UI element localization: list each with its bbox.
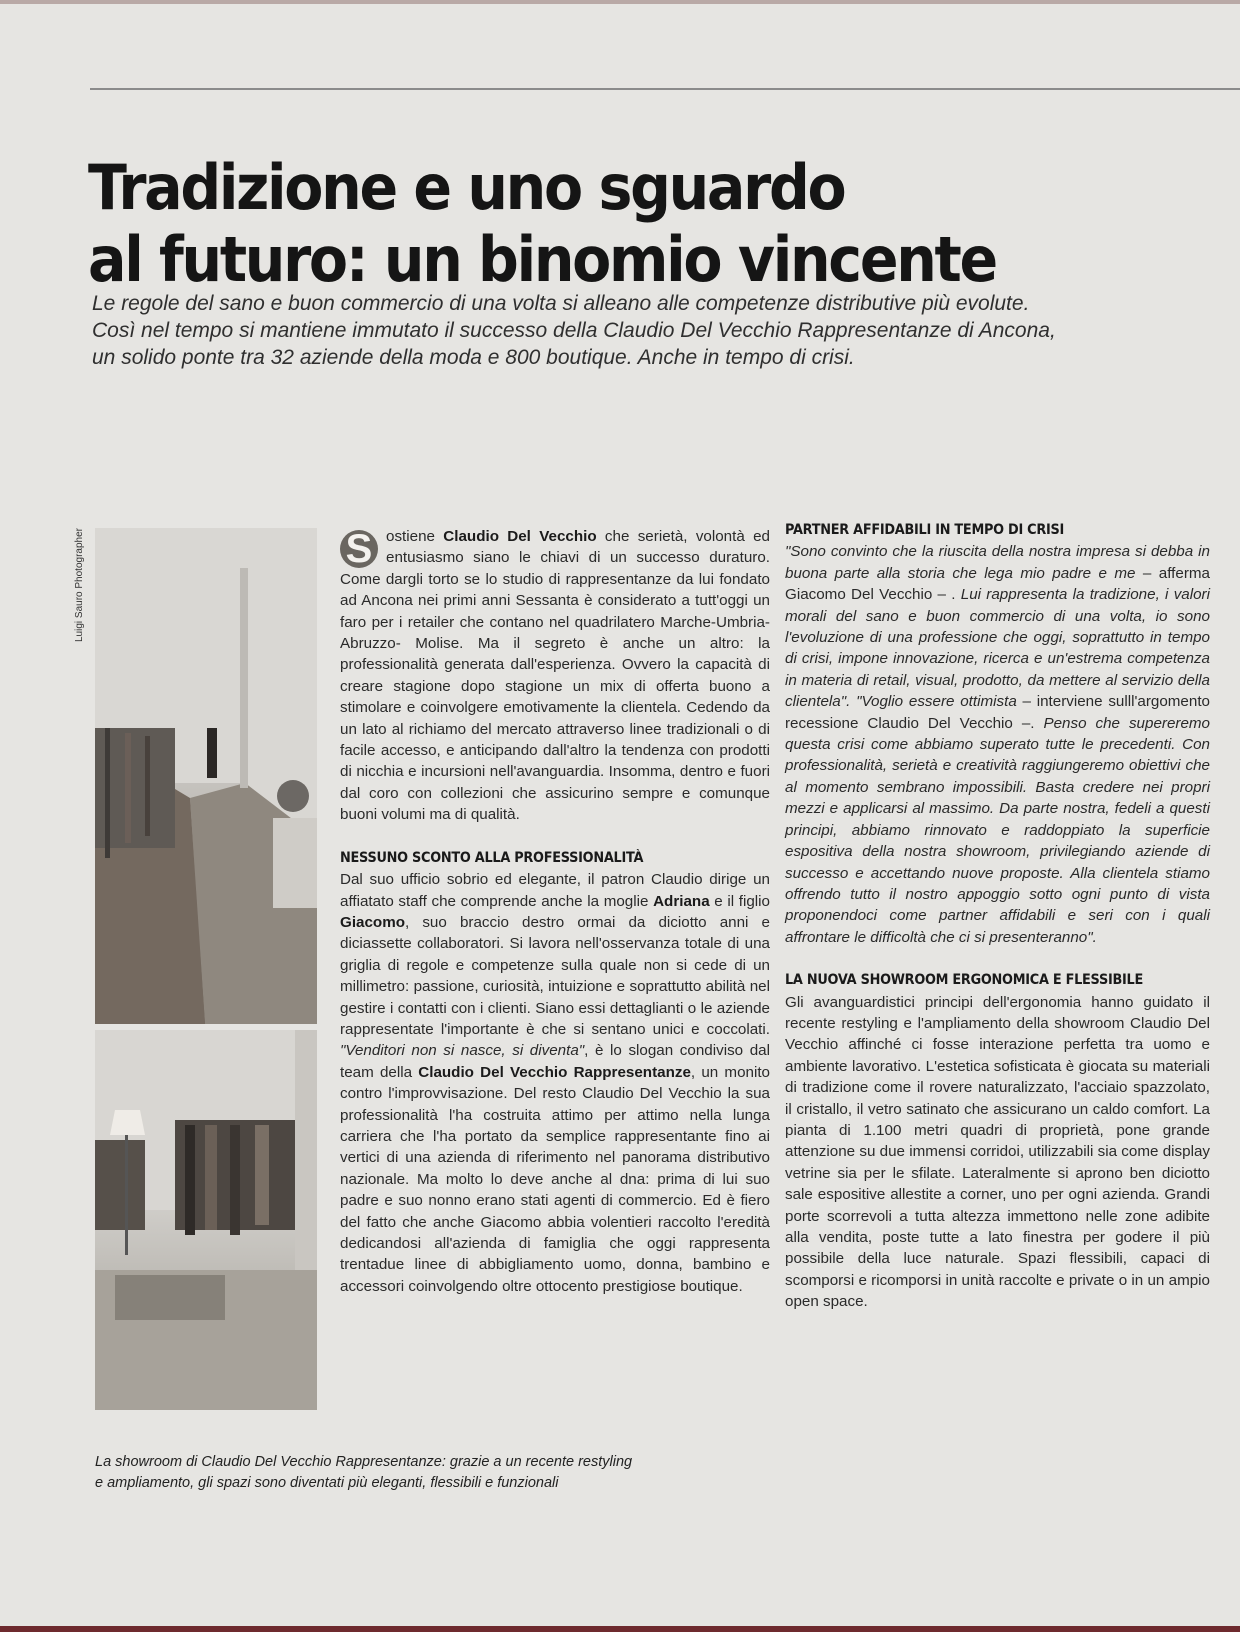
deck-line-1: Le regole del sano e buon commercio di una volta si alleano alle competenze distributive più evolute. [92, 292, 1030, 315]
subheading-showroom: LA NUOVA SHOWROOM ERGONOMICA E FLESSIBILE [785, 972, 1144, 989]
subheading-professionalita: NESSUNO SCONTO ALLA PROFESSIONALITÀ [340, 849, 644, 866]
column-right [785, 520, 1210, 1313]
staff-text-g: , è lo slogan condiviso dal team della [340, 1042, 770, 1081]
caption-line-1: La showroom di Claudio Del Vecchio Rappresentanze: grazie a un recente restyling [95, 1454, 633, 1470]
staff-name-adriana: Adriana [653, 892, 710, 910]
subheading-partner: PARTNER AFFIDABILI IN TEMPO DI CRISI [785, 522, 1065, 538]
page-bottom-edge [0, 1626, 1240, 1632]
room-photo-illustration [95, 1030, 317, 1410]
photo-caption [95, 1452, 715, 1494]
column-middle [340, 526, 770, 1297]
intro-paragraph [340, 526, 770, 826]
caption-line-2: e ampliamento, gli spazi sono diventati più eleganti, flessibili e funzionali [95, 1475, 559, 1491]
staff-text-c: e il figlio [709, 892, 770, 910]
headline [88, 152, 1082, 296]
deck-line-3: un solido ponte tra 32 aziende della moda e 800 boutique. Anche in tempo di crisi. [92, 346, 855, 369]
showroom-paragraph: Gli avanguardistici principi dell'ergonomia hanno guidato il recente restyling e l'ampliamento della showroom Claudio Del Vecchio affinché ci fosse interazione perfetta tra uomo e ambiente lavorativo. L'estetica sofisticata è giocata su materiali di tradizione come il rovere naturalizzato, l'acciaio spazzolato, il cristallo, il vetro satinato che assicurano un caldo comfort. La pianta di 1.100 metri quadri di proprietà, pone grande attenzione su due immensi corridoi, utilizzabili sia come display vetrine sia per le sfilate. Lateralmente si aprono ben diciotto sale espositive allestite a corner, uno per ogni azienda. Grandi porte scorrevoli a tutta altezza immettono nelle zone adibite alla vendita, poste tutte a lato finestra per godere il più possibile della luce naturale. Spazi flessibili, capaci di scomporsi e ricomporsi in unità raccolte e private o in un ampio open space. [785, 993, 1210, 1311]
drop-cap: S [340, 530, 378, 568]
photo-credit: Luigi Sauro Photographer [74, 528, 85, 642]
partner-paragraph [785, 541, 1210, 948]
showroom-room-photo [95, 1030, 317, 1410]
showroom-corridor-photo [95, 528, 317, 1024]
partner-attribution-claudio: – interviene sulll'argomento recessione Claudio Del Vecchio –. [785, 693, 1210, 732]
deck [92, 290, 1142, 371]
intro-text-a: ostiene [386, 528, 444, 545]
staff-text-i: , un monito contro l'improvvisazione. Del resto Claudio Del Vecchio la sua professionalità l'ha costruita attimo per attimo nella lunga carriera che l'ha portato da semplice rappresentante fino ai vertici di una azienda di riferimento nel panorama distributivo nazionale. Ma molto lo deve anche al dna: prima di lui suo padre e suo nonno erano stati agenti di commercio. Ed è fiero del fatto che anche Giacomo abbia volentieri raccolto l'eredità dedicandosi all'azienda di famiglia che oggi rappresenta trentadue linee di abbigliamento uomo, donna, bambino e accessori coinvolgendo oltre ottocento prestigiose boutique. [340, 1063, 771, 1295]
staff-name-giacomo: Giacomo [340, 913, 405, 931]
staff-company-name: Claudio Del Vecchio Rappresentanze [418, 1063, 691, 1081]
intro-text-c: che serietà, volontà ed entusiasmo siano le chiavi di un successo duraturo. Come dargli torto se lo studio di rappresentanze da lui fondato ad Ancona nei primi anni Sessanta è considerato a tutt'oggi un faro per i retailer che contano nel quadrilatero Marche-Umbria-Abruzzo- Molise. Ma il segreto è anche un altro: la professionalità generata dall'esperienza. Ovvero la capacità di creare stagione dopo stagione un mix di offerta buono a stimolare e coinvolgere emotivamente la clientela. Cedendo da un lato al richiamo del mercato attraverso linee tradizionali o di facile accesso, e anticipando dall'altro la tendenza con prodotti di nicchia e incursioni nell'avanguardia. Insomma, dentro e fuori dal coro con collezioni che assicurino sempre e comunque buoni volumi ma di qualità. [340, 528, 770, 824]
intro-name-claudio: Claudio Del Vecchio [443, 528, 597, 545]
staff-slogan: "Venditori non si nasce, si diventa" [340, 1042, 585, 1060]
partner-quote-c: Lui rappresenta la tradizione, i valori morali del sano e buon commercio di una volta, io sono l'evoluzione di una professione che oggi, soprattutto in tempo di crisi, impone innovazione, ricerca e un'estrema competenza in materia di retail, visual, prodotto, da mettere al servizio della clientela". "Voglio essere ottimista [785, 586, 1210, 711]
corridor-photo-illustration [95, 528, 317, 1024]
deck-line-2: Così nel tempo si mantiene immutato il successo della Claudio Del Vecchio Rappresentanze di Ancona, [92, 319, 1056, 342]
headline-line-2: al futuro: un binomio vincente [88, 223, 996, 296]
partner-attribution-giacomo: – afferma Giacomo Del Vecchio – . [785, 564, 1210, 604]
top-rule [90, 88, 1240, 90]
partner-quote-a: "Sono convinto che la riuscita della nostra impresa si debba in buona parte alla storia che lega mio padre e me [785, 543, 1210, 582]
partner-quote-e: Penso che supereremo questa crisi come abbiamo superato tutte le precedenti. Con professionalità, serietà e creatività raggiungeremo obiettivi che al momento sembrano impossibili. Basta credere nei propri mezzi e applicarsi al massimo. Da parte nostra, fedeli a questi principi, abbiamo rinnovato e raddoppiato la superficie espositiva della nostra showroom, privilegiando aziende di successo e accettando nuove proposte. Alla clientela stiamo offrendo tutto il nostro appoggio sotto ogni punto di vista proponendoci come partner affidabili e seri con i quali affrontare le difficoltà che ci si presenteranno". [785, 714, 1211, 946]
staff-paragraph [340, 869, 770, 1297]
page-top-edge [0, 0, 1240, 4]
staff-text-e: , suo braccio destro ormai da diciotto anni e diciassette collaboratori. Si lavora nell'osservanza totale di una griglia di regole e competenze sulla quale non si cede di un millimetro: passione, curiosità, intuizione e soprattutto abilità nel gestire i contatti con i clienti. Siano essi dettaglianti o le aziende rappresentate l'importante è che si sentano unici e coccolati. [340, 913, 770, 1038]
headline-line-1: Tradizione e uno sguardo [88, 151, 845, 224]
staff-text-a: Dal suo ufficio sobrio ed elegante, il patron Claudio dirige un affiatato staff che comprende anche la moglie [340, 871, 770, 910]
